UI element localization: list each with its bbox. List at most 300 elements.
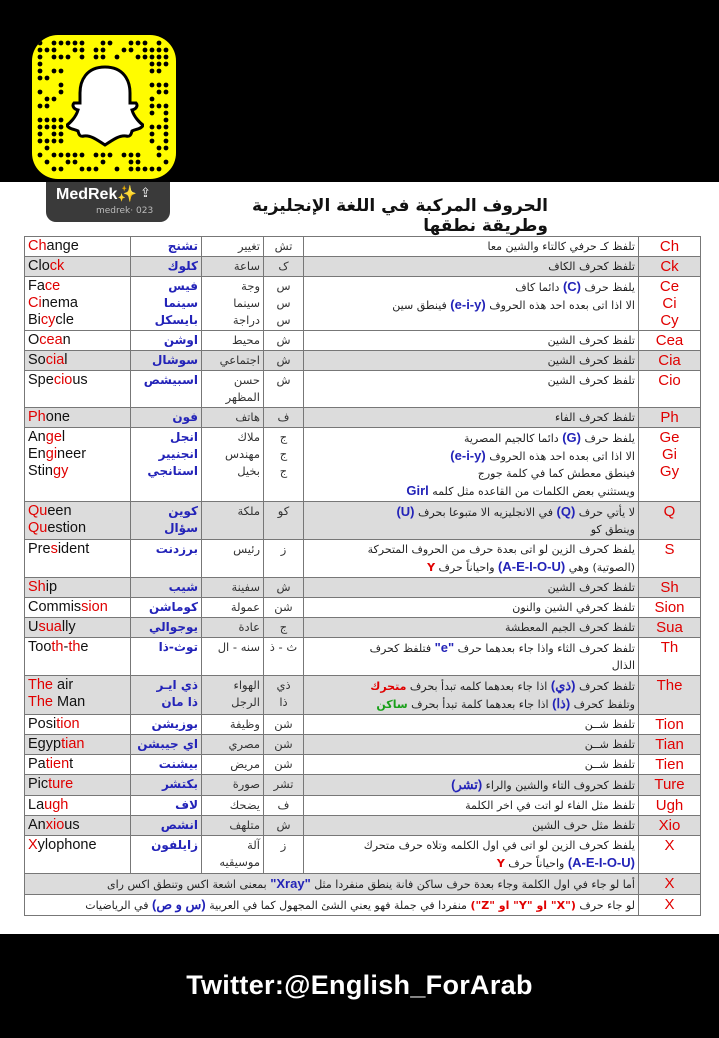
arabic-pronunciation-cell xyxy=(131,502,202,540)
english-word-cell xyxy=(25,331,131,351)
letter-combo-cell xyxy=(639,715,701,735)
text-fragment: تلفظ كحرف xyxy=(575,680,635,693)
word-fragment: one xyxy=(45,409,70,425)
text-line xyxy=(307,677,635,695)
explanation-cell xyxy=(304,371,639,408)
table-row xyxy=(25,351,701,371)
text-line: ش xyxy=(276,333,291,347)
word-fragment: Fa xyxy=(28,278,45,294)
text-line xyxy=(307,258,635,275)
arabic-meaning-cell xyxy=(202,676,264,715)
arabic-meaning-cell xyxy=(202,796,264,816)
table-row xyxy=(25,408,701,428)
word-fragment: n xyxy=(62,332,71,348)
text-line xyxy=(307,503,635,521)
highlighted-letters: X xyxy=(28,837,38,853)
text-line xyxy=(307,409,635,426)
text-fragment: "Xray" xyxy=(270,876,311,891)
english-word-cell xyxy=(25,618,131,638)
table-row xyxy=(25,796,701,816)
word-fragment: Commis xyxy=(28,599,82,615)
explanation-cell xyxy=(304,796,639,816)
highlighted-letters: th xyxy=(68,639,81,655)
text-line: صورة xyxy=(232,777,260,791)
explanation-cell xyxy=(304,598,639,618)
text-fragment: دائما كاف xyxy=(515,281,563,294)
arabic-pronunciation-cell xyxy=(131,408,202,428)
text-line: ملاك xyxy=(237,430,260,444)
highlighted-letters: sion xyxy=(81,599,108,615)
text-line: كلوك xyxy=(167,259,198,273)
english-word-cell xyxy=(25,257,131,277)
text-line: انجل xyxy=(170,430,198,444)
text-line xyxy=(307,278,635,296)
text-line xyxy=(28,797,127,814)
word-fragment: estion xyxy=(47,520,87,536)
english-word-cell xyxy=(25,638,131,676)
arabic-meaning-cell xyxy=(202,371,264,408)
text-line: اسبيشص xyxy=(143,373,198,387)
text-line: ج xyxy=(279,620,288,634)
text-line xyxy=(28,429,127,446)
english-word-cell xyxy=(25,816,131,836)
text-line: ز xyxy=(280,838,287,852)
text-fragment: فينطق معطش كما في كلمة جورج xyxy=(477,467,635,480)
text-line xyxy=(28,776,127,793)
text-line xyxy=(28,409,127,426)
text-line xyxy=(307,797,635,814)
text-line: بكتشر xyxy=(161,777,198,791)
text-line xyxy=(307,558,635,576)
text-line: توث-ذا xyxy=(158,640,198,654)
highlighted-letters: The xyxy=(28,677,53,693)
text-fragment: بمعنى اشعة اكس وتنطق اكس راى xyxy=(107,878,271,891)
table-row xyxy=(25,428,701,502)
arabic-pronunciation-cell xyxy=(131,638,202,676)
text-line xyxy=(307,639,635,657)
arabic-meaning-cell xyxy=(202,755,264,775)
arabic-pronunciation-cell xyxy=(131,331,202,351)
text-line: ملكة xyxy=(237,504,260,518)
text-line: سنه - ال xyxy=(217,640,260,654)
text-fragment: واحياناً حرف xyxy=(504,857,568,870)
text-line xyxy=(307,579,635,596)
sound-cell xyxy=(264,775,304,796)
text-line xyxy=(28,520,127,537)
arabic-meaning-cell xyxy=(202,618,264,638)
text-line: ک xyxy=(278,259,289,273)
arabic-pronunciation-cell xyxy=(131,351,202,371)
text-fragment: ويستثني بعض الكلمات من القاعده مثل كلمه xyxy=(428,485,635,498)
text-line: ش xyxy=(276,373,291,387)
letter-combo-cell xyxy=(639,578,701,598)
explanation-cell xyxy=(304,277,639,331)
highlighted-letters: The xyxy=(28,694,53,710)
text-fragment: "e" xyxy=(434,640,455,655)
table-row xyxy=(25,371,701,408)
text-line: لاف xyxy=(175,798,198,812)
sound-cell xyxy=(264,540,304,578)
letter-combo-cell xyxy=(639,237,701,257)
text-fragment: اذا جاء بعدهما كلمه تبدأ بحرف xyxy=(406,680,551,693)
text-line xyxy=(28,238,127,255)
text-fragment: Y xyxy=(427,561,436,574)
text-line: سفينة xyxy=(231,580,260,594)
word-fragment: ange xyxy=(46,238,79,254)
english-word-cell xyxy=(25,578,131,598)
text-fragment: تلفظ كحرف الشين xyxy=(547,334,635,347)
text-line: سوشال xyxy=(151,353,198,367)
highlighted-letters: Sh xyxy=(28,579,46,595)
text-line: ساعة xyxy=(233,259,260,273)
word-fragment: An xyxy=(28,429,46,445)
table-row xyxy=(25,502,701,540)
english-word-cell xyxy=(25,775,131,796)
english-word-cell xyxy=(25,540,131,578)
text-fragment: تلفظ كحروف التاء والشين والراء xyxy=(482,779,635,792)
text-line: مريض xyxy=(230,757,260,771)
word-fragment: En xyxy=(28,446,46,462)
english-word-cell xyxy=(25,598,131,618)
text-line xyxy=(307,695,635,713)
text-line: كو xyxy=(277,504,290,518)
text-line: سينما xyxy=(163,296,198,310)
text-fragment: (Q) xyxy=(556,504,576,519)
text-line xyxy=(28,332,127,349)
text-line xyxy=(28,736,127,753)
sound-cell xyxy=(264,618,304,638)
sound-cell xyxy=(264,351,304,371)
text-fragment: تلفظ كحرف الفاء xyxy=(554,411,635,424)
text-line xyxy=(307,482,635,500)
english-word-cell xyxy=(25,715,131,735)
sound-cell xyxy=(264,371,304,408)
text-line xyxy=(307,619,635,636)
table-row xyxy=(25,598,701,618)
highlighted-letters: Ch xyxy=(28,238,47,254)
text-fragment: (A-E-I-O-U) xyxy=(567,855,635,870)
table-row xyxy=(25,836,701,874)
text-line: انجنيير xyxy=(158,447,198,461)
word-fragment: Spe xyxy=(28,372,54,388)
text-line: The xyxy=(656,677,683,694)
word-fragment: cle xyxy=(55,312,74,328)
text-line: اجتماعي xyxy=(219,353,260,367)
word-fragment: l xyxy=(61,429,66,445)
text-fragment: يلفظ حرف xyxy=(581,432,635,445)
word-fragment: Stin xyxy=(28,463,53,479)
text-fragment: وينطق كو xyxy=(590,523,635,536)
table-row xyxy=(25,618,701,638)
text-fragment: (e-i-y) xyxy=(450,448,486,463)
letter-combo-cell xyxy=(639,598,701,618)
text-fragment: اذا جاء بعدهما كلمة تبدأ بحرف xyxy=(407,698,553,711)
text-fragment: ساكن xyxy=(376,698,408,711)
text-line xyxy=(28,579,127,596)
text-fragment: Girl xyxy=(406,483,429,498)
explanation-cell xyxy=(304,237,639,257)
letter-combo-cell xyxy=(639,331,701,351)
highlighted-letters: Qu xyxy=(28,520,48,536)
text-line: مهندس xyxy=(224,447,260,461)
word-fragment: nema xyxy=(41,295,78,311)
word-fragment: een xyxy=(47,503,72,519)
text-line: سينما xyxy=(233,296,260,310)
english-word-cell xyxy=(25,796,131,816)
letter-combo-cell xyxy=(639,836,701,874)
text-fragment: تلفظ كحرف الشين xyxy=(547,374,635,387)
text-fragment: يلفظ كحرف الزين لو اتى بعدة حرف من الحروف المتحركة xyxy=(367,543,635,556)
highlighted-letters: ture xyxy=(48,776,74,792)
highlighted-letters: ce xyxy=(44,278,61,294)
text-line: Sua xyxy=(656,619,683,636)
sound-cell xyxy=(264,408,304,428)
word-fragment: e xyxy=(80,639,89,655)
explanation-cell xyxy=(304,578,639,598)
table-row xyxy=(25,715,701,735)
arabic-meaning-cell xyxy=(202,257,264,277)
snapcode-subtitle: medrek· 023 xyxy=(96,206,154,216)
sound-cell xyxy=(264,836,304,874)
text-line: موسيقيه xyxy=(219,855,260,869)
explanation-cell xyxy=(304,755,639,775)
text-fragment: تلفظ شــن xyxy=(584,718,635,731)
text-line xyxy=(307,447,635,465)
text-line: Tian xyxy=(655,736,684,753)
text-line xyxy=(28,619,127,636)
text-line: هاتف xyxy=(235,410,260,424)
word-fragment: ylophone xyxy=(37,837,97,853)
text-fragment: (الصوتية) وهي xyxy=(565,561,635,574)
text-fragment: تلفظ مثل الفاء لو اتت في اخر الكلمة xyxy=(465,799,635,812)
phonics-table xyxy=(24,236,701,916)
arabic-meaning-cell xyxy=(202,715,264,735)
text-line: متلهف xyxy=(229,818,260,832)
arabic-pronunciation-cell xyxy=(131,816,202,836)
text-fragment: تلفظ كحرف الشين xyxy=(547,581,635,594)
note-cell xyxy=(25,874,639,895)
arabic-meaning-cell xyxy=(202,408,264,428)
text-line: Ture xyxy=(654,776,685,793)
arabic-pronunciation-cell xyxy=(131,618,202,638)
arabic-pronunciation-cell xyxy=(131,578,202,598)
text-line: ز xyxy=(280,542,287,556)
word-fragment: La xyxy=(28,797,45,813)
highlighted-letters: ugh xyxy=(44,797,69,813)
letter-combo-cell xyxy=(639,618,701,638)
arabic-pronunciation-cell xyxy=(131,735,202,755)
text-line: S xyxy=(664,541,675,558)
explanation-cell xyxy=(304,502,639,540)
text-line: الهواء xyxy=(233,678,260,692)
letter-combo-cell xyxy=(639,257,701,277)
text-line: ذا xyxy=(279,695,288,709)
text-line xyxy=(307,854,635,872)
arabic-pronunciation-cell xyxy=(131,540,202,578)
arabic-meaning-cell xyxy=(202,735,264,755)
letter-combo-cell xyxy=(639,277,701,331)
highlighted-letters: Qu xyxy=(28,503,48,519)
word-fragment: Pa xyxy=(28,756,46,772)
text-line: Ugh xyxy=(655,797,684,814)
highlighted-letters: tian xyxy=(61,736,85,752)
text-line: تش xyxy=(274,239,293,253)
arabic-meaning-cell xyxy=(202,598,264,618)
text-fragment: (A-E-I-O-U) xyxy=(498,559,566,574)
word-fragment: Pic xyxy=(28,776,49,792)
word-fragment: us xyxy=(64,817,80,833)
letter-combo-cell xyxy=(639,775,701,796)
arabic-pronunciation-cell xyxy=(131,775,202,796)
text-line: عمولة xyxy=(230,600,260,614)
text-line: Ce xyxy=(659,278,680,295)
explanation-cell xyxy=(304,816,639,836)
arabic-meaning-cell xyxy=(202,540,264,578)
arabic-pronunciation-cell xyxy=(131,676,202,715)
sound-cell xyxy=(264,428,304,502)
text-line: ش xyxy=(276,818,291,832)
arabic-meaning-cell xyxy=(202,816,264,836)
text-fragment: (U) xyxy=(396,504,415,519)
highlighted-letters: ge xyxy=(45,429,62,445)
text-line: حسن xyxy=(233,373,260,387)
text-fragment: تلفظ كحرفي الشين والنون xyxy=(512,601,635,614)
text-line: شيب xyxy=(168,580,198,594)
highlighted-letters: tion xyxy=(56,716,80,732)
text-line: Q xyxy=(663,503,676,520)
text-line: سؤال xyxy=(164,521,198,535)
text-line xyxy=(28,541,127,558)
text-fragment: فتلفظ كحرف xyxy=(369,642,435,655)
arabic-pronunciation-cell xyxy=(131,836,202,874)
snapcode[interactable] xyxy=(32,35,176,179)
text-fragment: Y xyxy=(496,857,505,870)
word-fragment: - xyxy=(63,639,69,655)
word-fragment: Man xyxy=(53,694,86,710)
snapcode-username: MedRek✨ xyxy=(56,186,138,203)
text-line xyxy=(307,657,635,674)
text-line: تشر xyxy=(273,777,294,791)
text-fragment: واحياناً حرف xyxy=(435,561,499,574)
letter-combo-cell xyxy=(639,502,701,540)
table-row xyxy=(25,735,701,755)
text-line: Xio xyxy=(658,817,681,834)
ghost-icon xyxy=(66,63,144,149)
text-fragment: لو جاء حرف xyxy=(575,899,635,912)
highlighted-letters: Ci xyxy=(28,295,42,311)
text-line: س xyxy=(276,313,291,327)
explanation-cell xyxy=(304,257,639,277)
word-fragment: lly xyxy=(61,619,76,635)
text-line xyxy=(307,429,635,447)
text-line: Tien xyxy=(655,756,684,773)
letter-combo-cell xyxy=(639,735,701,755)
letter-combo-cell xyxy=(639,351,701,371)
letter-combo-cell xyxy=(639,638,701,676)
text-line xyxy=(307,372,635,389)
text-line: فيس xyxy=(168,279,198,293)
word-fragment: Bi xyxy=(28,312,41,328)
table-row xyxy=(25,277,701,331)
letter-combo-cell xyxy=(639,540,701,578)
sound-cell xyxy=(264,755,304,775)
text-line xyxy=(28,694,127,711)
word-fragment: l xyxy=(64,352,68,368)
text-line xyxy=(307,599,635,616)
text-fragment: دائما كالجيم المصرية xyxy=(463,432,563,445)
text-line: بايسكل xyxy=(154,313,198,327)
text-fragment: تلفظ كحرف الجيم المعطشة xyxy=(505,621,635,634)
word-fragment: us xyxy=(72,372,88,388)
text-line: Gy xyxy=(659,463,680,480)
text-fragment: (C) xyxy=(562,279,582,294)
text-fragment: الذال xyxy=(611,659,635,672)
text-line: Cy xyxy=(660,312,679,329)
english-word-cell xyxy=(25,836,131,874)
word-fragment: O xyxy=(28,332,40,348)
text-line: رئيس xyxy=(233,542,260,556)
letter-combo-cell xyxy=(639,816,701,836)
sound-cell xyxy=(264,237,304,257)
arabic-meaning-cell xyxy=(202,331,264,351)
text-line xyxy=(28,295,127,312)
text-line: شن xyxy=(274,600,293,614)
text-line: ش xyxy=(276,580,291,594)
arabic-meaning-cell xyxy=(202,775,264,796)
sound-cell xyxy=(264,598,304,618)
text-line: ج xyxy=(279,430,288,444)
highlighted-letters: gi xyxy=(45,446,58,462)
text-fragment: (س و ص) xyxy=(151,897,206,912)
text-line: كوين xyxy=(168,504,198,518)
explanation-cell xyxy=(304,735,639,755)
highlighted-letters: cio xyxy=(53,372,73,388)
note-row xyxy=(25,874,701,895)
arabic-pronunciation-cell xyxy=(131,237,202,257)
sound-cell xyxy=(264,816,304,836)
text-line: ذي xyxy=(276,678,291,692)
share-icon[interactable]: ⇪ xyxy=(140,186,151,201)
arabic-meaning-cell xyxy=(202,428,264,502)
letter-combo-cell xyxy=(639,408,701,428)
text-fragment: تلفظ مثل حرف الشين xyxy=(532,819,635,832)
text-line: Cia xyxy=(658,352,681,369)
arabic-meaning-cell xyxy=(202,237,264,257)
explanation-cell xyxy=(304,775,639,796)
highlighted-letters: xio xyxy=(45,817,65,833)
text-line xyxy=(28,817,127,834)
word-fragment: t xyxy=(69,756,74,772)
highlighted-letters: th xyxy=(51,639,64,655)
text-line: تشنج xyxy=(167,239,198,253)
text-line: فون xyxy=(172,410,198,424)
letter-combo-cell xyxy=(639,371,701,408)
text-fragment: في الرياضيات xyxy=(85,899,152,912)
english-word-cell xyxy=(25,676,131,715)
letter-combo-cell xyxy=(639,796,701,816)
text-line xyxy=(28,372,127,389)
text-line xyxy=(307,465,635,482)
english-word-cell xyxy=(25,371,131,408)
text-line xyxy=(28,837,127,854)
text-line: عادة xyxy=(238,620,260,634)
text-line xyxy=(28,312,127,329)
text-line: يوجوالي xyxy=(149,620,198,634)
text-line xyxy=(28,278,127,295)
text-line xyxy=(28,599,127,616)
sound-cell xyxy=(264,796,304,816)
sound-cell xyxy=(264,735,304,755)
